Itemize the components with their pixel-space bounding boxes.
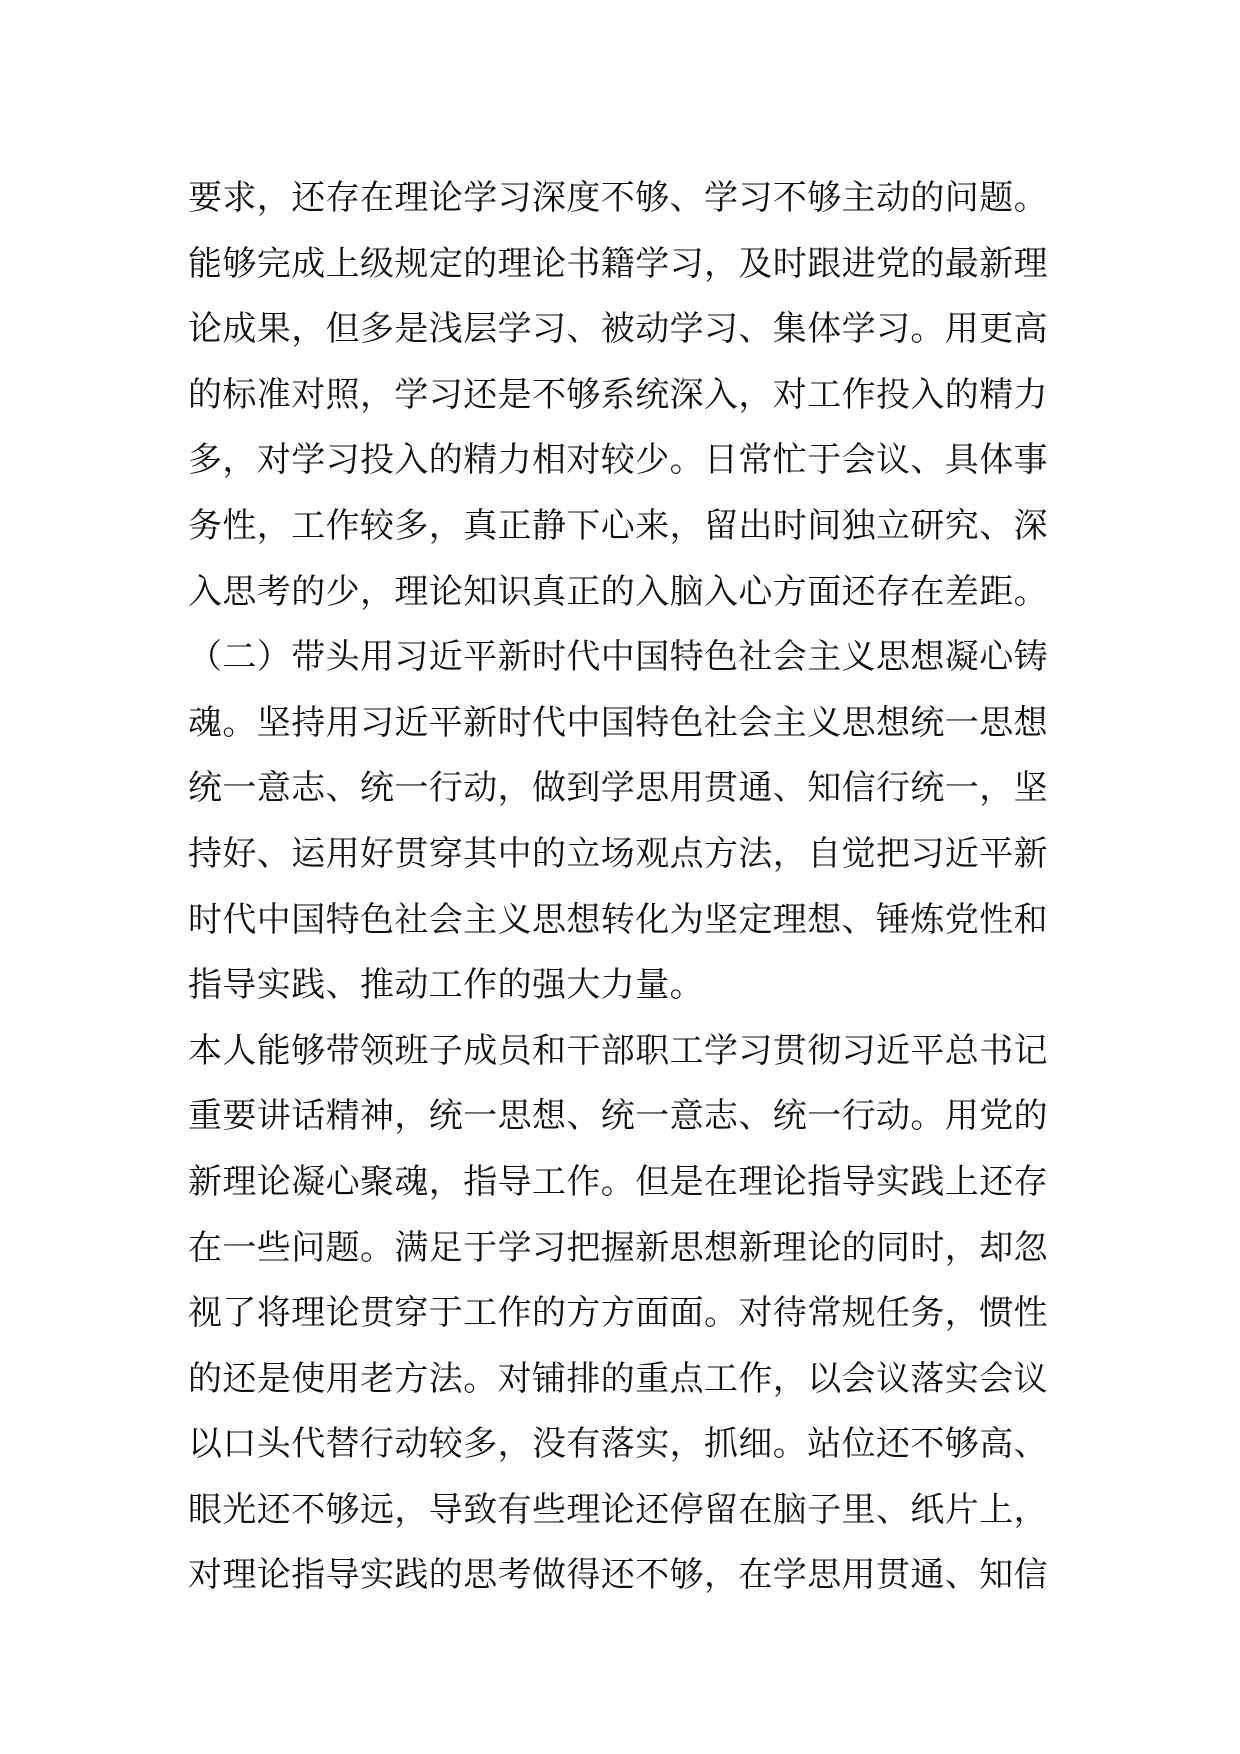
text-line: 以口头代替行动较多，没有落实，抓细。站位还不够高、 (188, 1424, 1048, 1465)
text-line: 务性，工作较多，真正静下心来，留出时间独立研究、深 (188, 505, 1048, 546)
text-line: 要求，还存在理论学习深度不够、学习不够主动的问题。 (188, 178, 1048, 218)
text-line: 魂。坚持用习近平新时代中国特色社会主义思想统一思想 (188, 702, 1048, 743)
text-line: 持好、运用好贯穿其中的立场观点方法，自觉把习近平新 (188, 833, 1048, 874)
text-line: 多，对学习投入的精力相对较少。日常忙于会议、具体事 (188, 440, 1048, 481)
text-line: 论成果，但多是浅层学习、被动学习、集体学习。用更高 (188, 309, 1048, 350)
body-text (188, 166, 1068, 1609)
section-heading-line: （二）带头用习近平新时代中国特色社会主义思想凝心铸 (188, 637, 1048, 678)
text-line: 视了将理论贯穿于工作的方方面面。对待常规任务，惯性 (188, 1293, 1048, 1334)
text-line: 本人能够带领班子成员和干部职工学习贯彻习近平总书记 (188, 1030, 1048, 1071)
text-line: 指导实践、推动工作的强大力量。 (188, 965, 704, 1006)
text-line: 新理论凝心聚魂，指导工作。但是在理论指导实践上还存 (188, 1161, 1048, 1202)
text-line: 的标准对照，学习还是不够系统深入，对工作投入的精力 (188, 374, 1048, 415)
text-line: 在一些问题。满足于学习把握新思想新理论的同时，却忽 (188, 1227, 1048, 1268)
text-line: 眼光还不够远，导致有些理论还停留在脑子里、纸片上， (188, 1489, 1048, 1530)
text-line: 对理论指导实践的思考做得还不够，在学思用贯通、知信 (188, 1555, 1048, 1596)
text-line: 时代中国特色社会主义思想转化为坚定理想、锤炼党性和 (188, 899, 1048, 940)
text-line: 统一意志、统一行动，做到学思用贯通、知信行统一，坚 (188, 768, 1048, 809)
text-line: 重要讲话精神，统一思想、统一意志、统一行动。用党的 (188, 1096, 1048, 1137)
text-line: 的还是使用老方法。对铺排的重点工作，以会议落实会议 (188, 1358, 1048, 1399)
text-line: 入思考的少，理论知识真正的入脑入心方面还存在差距。 (188, 571, 1048, 612)
text-line: 能够完成上级规定的理论书籍学习，及时跟进党的最新理 (188, 243, 1048, 284)
